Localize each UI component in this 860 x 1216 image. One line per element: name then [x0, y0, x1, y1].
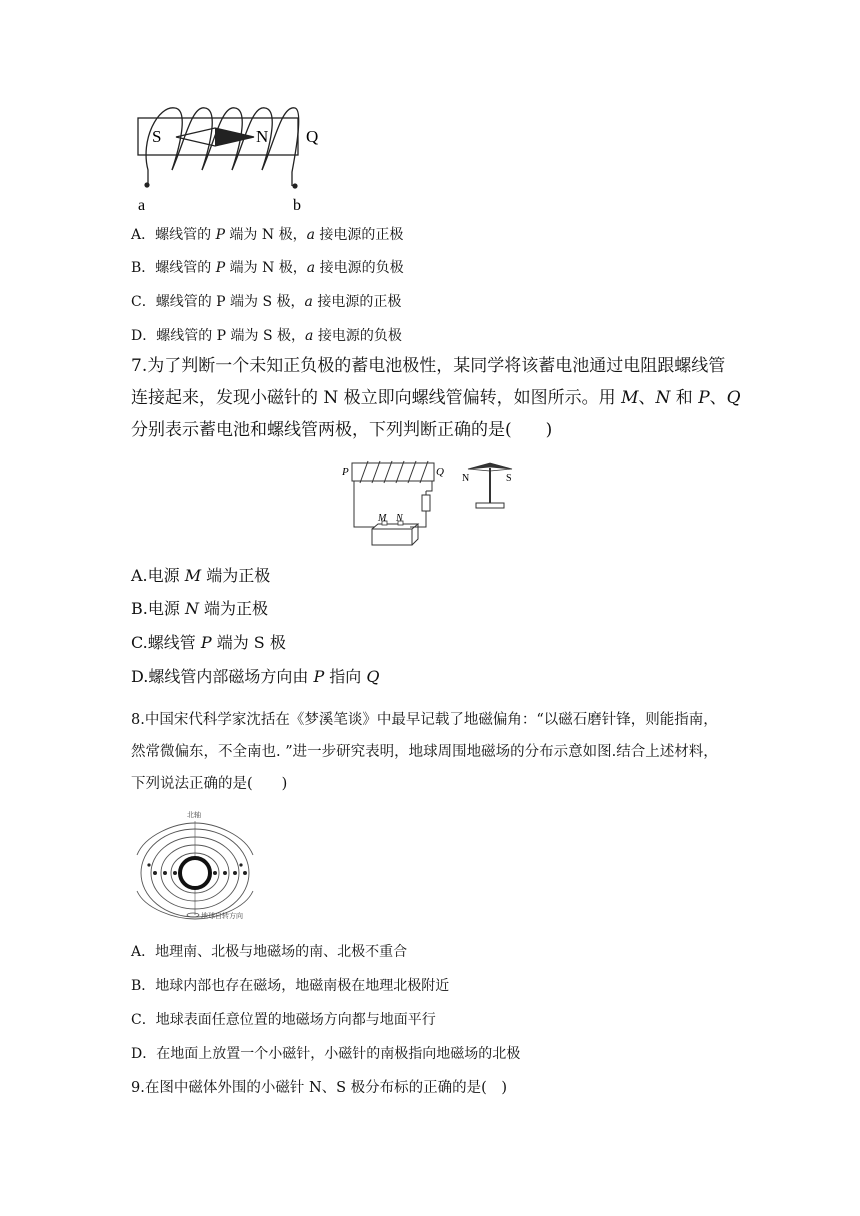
label-P: P [342, 466, 349, 478]
q7-stem [131, 352, 751, 444]
label-Q: Q [306, 127, 319, 146]
q7-option-b: B.电源 N 端为正极 [131, 599, 269, 618]
q6-option-a: A．螺线管的 P 端为 N 极，a 接电源的正极 [131, 227, 404, 243]
q8-line-1: 8.中国宋代科学家沈括在《梦溪笔谈》中最早记载了地磁偏角：“以磁石磨针锋，则能指南， [131, 712, 718, 728]
battery [372, 529, 412, 545]
q8-option-b: B．地球内部也存在磁场，地磁南极在地理北极附近 [131, 978, 450, 994]
label-N-battery: N [396, 513, 403, 524]
compass-stand-icon [468, 463, 512, 508]
needle-label-S: S [506, 473, 512, 484]
q7-line-3: 分别表示蓄电池和螺线管两极，下列判断正确的是( ) [131, 420, 553, 440]
label-b: b [293, 197, 301, 214]
q8-option-a: A．地理南、北极与地磁场的南、北极不重合 [131, 944, 408, 960]
q8-line-2: 然常微偏东，不全南也. ”进一步研究表明，地球周围地磁场的分布示意如图.结合上述材料， [131, 744, 718, 760]
q8-stem [131, 704, 771, 800]
q8-geomagnetic-figure [135, 805, 275, 925]
solenoid-coil [146, 108, 299, 186]
q7-circuit-figure [340, 455, 530, 550]
q6-option-d: D．螺线管的 P 端为 S 极，a 接电源的负极 [131, 328, 402, 344]
earth-icon [180, 858, 210, 888]
rotation-label: 地球自转方向 [201, 912, 243, 920]
q7-option-d: D.螺线管内部磁场方向由 P 指向 Q [131, 667, 380, 686]
label-N: N [256, 127, 269, 146]
q6-solenoid-figure [130, 100, 330, 215]
q7-option-a: A.电源 M 端为正极 [131, 566, 271, 585]
resistor [422, 495, 430, 511]
q8-line-3: 下列说法正确的是( ) [131, 776, 288, 792]
label-a: a [138, 197, 146, 214]
q8-option-c: C．地球表面任意位置的地磁场方向都与地面平行 [131, 1012, 436, 1028]
label-Q: Q [436, 466, 444, 478]
q8-option-d: D．在地面上放置一个小磁针，小磁针的南极指向地磁场的北极 [131, 1046, 521, 1062]
q6-option-c: C．螺线管的 P 端为 S 极，a 接电源的正极 [131, 294, 402, 310]
q7-line-1: 7.为了判断一个未知正负极的蓄电池极性，某同学将该蓄电池通过电阻跟螺线管 [131, 356, 726, 376]
q7-line-2: 连接起来，发现小磁针的 N 极立即向螺线管偏转，如图所示。用 M、N 和 P、Q [131, 388, 741, 408]
needle-label-N: N [462, 473, 470, 484]
q7-option-c: C.螺线管 P 端为 S 极 [131, 633, 286, 652]
label-M: M [378, 513, 387, 524]
label-S: S [152, 127, 162, 146]
q9-stem: 9.在图中磁体外围的小磁针 N、S 极分布标的正确的是( ) [131, 1080, 507, 1096]
q6-option-b: B．螺线管的 P 端为 N 极，a 接电源的负极 [131, 260, 404, 276]
top-axis-label: 北轴 [187, 811, 201, 819]
